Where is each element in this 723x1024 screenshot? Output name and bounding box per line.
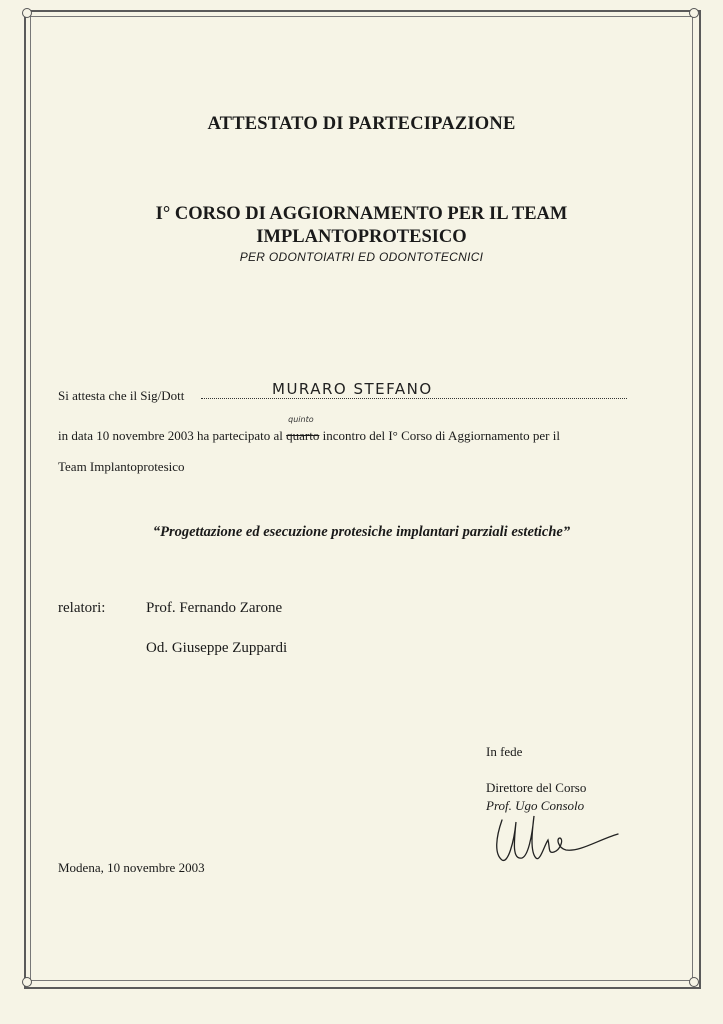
director-name: Prof. Ugo Consolo (486, 798, 585, 813)
name-dotted-line (201, 398, 627, 399)
course-title-line2: IMPLANTOPROTESICO (256, 227, 467, 247)
director-role: Direttore del Corso (486, 780, 587, 795)
speaker-name: Od. Giuseppe Zuppardi (146, 640, 288, 656)
attestation-prefix (58, 388, 184, 404)
date-line-part2: incontro del I° Corso di Aggiornamento per il (322, 428, 560, 443)
certificate-title: ATTESTATO DI PARTECIPAZIONE (207, 114, 516, 134)
corner-ornament (689, 977, 699, 987)
date-line-part1: in data 10 novembre 2003 ha partecipato al (58, 428, 283, 443)
speakers-label: relatori: (58, 600, 106, 616)
attestation-prefix-text: Si attesta che il Sig/Dott (58, 388, 185, 403)
date-line-continuation: Team Implantoprotesico (58, 459, 185, 474)
course-audience: PER ODONTOIATRI ED ODONTOTECNICI (239, 250, 484, 264)
course-subject: “Progettazione ed esecuzione protesiche implantari parziali estetiche” (152, 524, 571, 540)
corner-ornament (22, 8, 32, 18)
date-line (58, 415, 560, 444)
handwritten-correction: quinto (288, 415, 314, 424)
participant-name: MURARO STEFANO (272, 380, 433, 398)
corner-ornament (689, 8, 699, 18)
speaker-name: Prof. Fernando Zarone (146, 600, 283, 616)
place-date: Modena, 10 novembre 2003 (58, 860, 205, 875)
corner-ornament (22, 977, 32, 987)
in-fede: In fede (486, 744, 523, 759)
signature (488, 802, 638, 872)
course-title-line1: I° CORSO DI AGGIORNAMENTO PER IL TEAM (155, 204, 568, 224)
struck-word: quarto (286, 428, 320, 443)
